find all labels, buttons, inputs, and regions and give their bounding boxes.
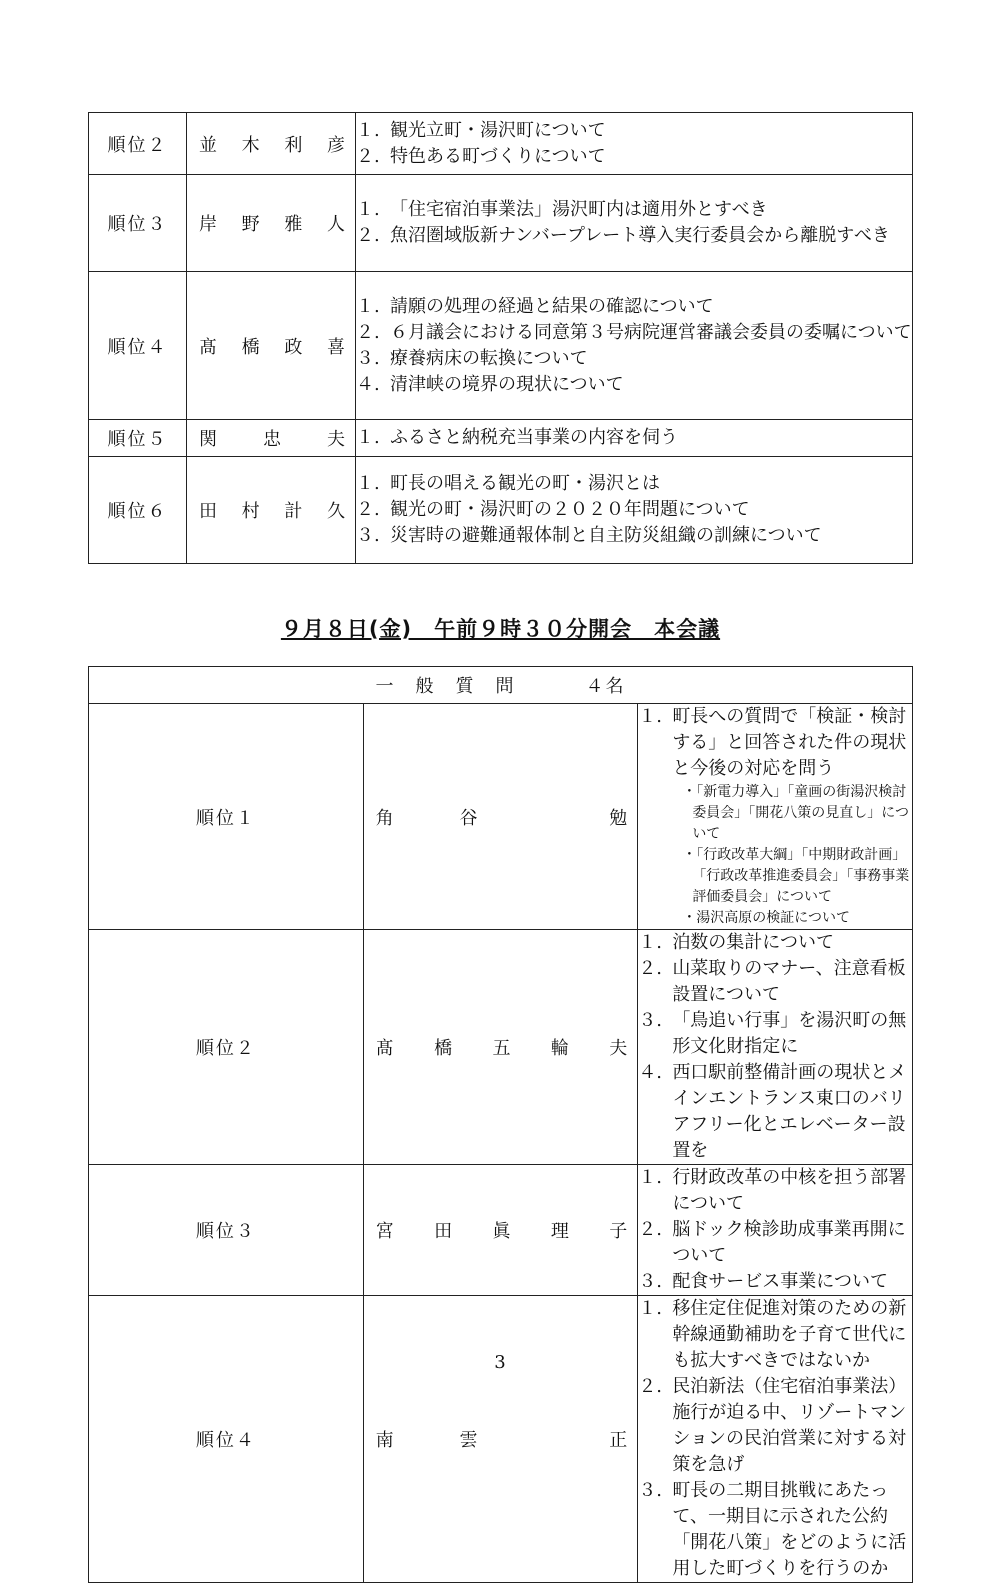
rank-cell: 順位４ (89, 272, 187, 420)
name-char: 髙 (375, 1038, 394, 1059)
topic-item: １. 泊数の集計について (638, 932, 834, 953)
session-heading: ９月８日(金) 午前９時３０分開会 本会議 (280, 617, 721, 641)
name-cell (363, 1296, 638, 1583)
name-char: 子 (609, 1221, 628, 1242)
name-char: 木 (241, 134, 260, 156)
topics-cell (638, 930, 913, 1165)
name-char: 髙 (199, 336, 217, 358)
sub-item: ・「新電力導入」「童画の街湯沢検討委員会」「開花八策の見直し」について (682, 784, 910, 842)
table-row (89, 175, 913, 272)
table-row (89, 930, 913, 1165)
name-char: 人 (326, 214, 345, 235)
rank-cell: 順位６ (89, 457, 187, 564)
name-char: 田 (199, 501, 217, 522)
name-char: 政 (284, 336, 303, 358)
topics-cell (356, 113, 913, 175)
topic-item: ２. 特色ある町づくりについて (356, 145, 606, 167)
topic-item: ３. 町長の二期目挑戦にあたって、一期目に示された公約「開花八策」をどのように活用した町づくりを行うのか (638, 1480, 907, 1579)
topic-item: １. 「住宅宿泊事業法」湯沢町内は適用外とすべき (356, 199, 768, 220)
topic-item: １. 観光立町・湯沢町について (356, 119, 606, 141)
topics-cell (638, 1296, 913, 1583)
topic-item: １. 請願の処理の経過と結果の確認について (356, 295, 714, 317)
name-char: 村 (241, 501, 260, 522)
name-char: 輪 (550, 1038, 569, 1059)
topic-item: ４. 清津峡の境界の現状について (356, 373, 624, 395)
name-char: 勉 (609, 807, 628, 829)
topics-cell (356, 420, 913, 457)
name-char: 彦 (326, 134, 345, 156)
name-char: 忠 (263, 429, 281, 450)
topic-item: １. 町長への質問で「検証・検討する」と回答された件の現状と今後の対応を問う (638, 706, 907, 779)
table-row (89, 457, 913, 564)
name-char: 正 (609, 1430, 628, 1451)
name-char: 橋 (434, 1038, 453, 1059)
header-title: 一般質問 (375, 676, 536, 697)
name-cell (187, 113, 356, 175)
name-char: 田 (434, 1221, 453, 1242)
name-char: 計 (284, 501, 303, 522)
name-cell (187, 272, 356, 420)
name-char: 宮 (375, 1221, 394, 1242)
general-question-header (89, 667, 913, 704)
name-char: 喜 (326, 336, 345, 358)
name-char: 谷 (459, 807, 478, 829)
name-char: 雲 (459, 1430, 478, 1451)
topic-item: ２. 脳ドック検診助成事業再開について (638, 1219, 906, 1266)
topics-cell (356, 175, 913, 272)
topic-item: ３. 療養病床の転換について (356, 347, 588, 369)
name-char: 角 (375, 807, 394, 829)
topic-item: １. 行財政改革の中核を担う部署について (638, 1167, 907, 1214)
topic-item: １. 町長の唱える観光の町・湯沢とは (356, 473, 660, 494)
topics-cell (638, 704, 913, 930)
name-char: 理 (550, 1221, 569, 1242)
name-cell (187, 175, 356, 272)
topic-item: ４. 西口駅前整備計画の現状とメインエントランス東口のバリアフリー化とエレベーター設置を (638, 1062, 907, 1161)
name-char: 眞 (492, 1221, 511, 1242)
name-char: 並 (199, 134, 217, 156)
rank-cell: 順位４ (89, 1296, 364, 1583)
name-cell (363, 1165, 638, 1296)
name-char: 夫 (609, 1038, 628, 1059)
name-char: 雅 (284, 214, 303, 235)
name-cell (363, 704, 638, 930)
rank-cell: 順位１ (89, 704, 364, 930)
table-header-row (89, 667, 913, 704)
page-number: 3 (494, 1352, 506, 1373)
rank-cell: 順位５ (89, 420, 187, 457)
name-cell (187, 420, 356, 457)
table-row (89, 1165, 913, 1296)
topic-item: ３. 災害時の避難通報体制と自主防災組織の訓練について (356, 525, 822, 546)
name-cell (187, 457, 356, 564)
sub-item: ・「行政改革大綱」「中期財政計画」「行政改革推進委員会」「事務事業評価委員会」について (682, 847, 910, 905)
name-char: 利 (284, 134, 303, 156)
name-char: 橋 (241, 336, 260, 358)
table-row (89, 113, 913, 175)
name-char: 夫 (327, 429, 345, 450)
rank-cell: 順位２ (89, 113, 187, 175)
name-char: 五 (492, 1038, 511, 1059)
rank-cell: 順位２ (89, 930, 364, 1165)
schedule-table-2 (88, 666, 913, 1583)
topic-item: ２. 観光の町・湯沢町の２０２０年問題について (356, 499, 750, 520)
name-char: 久 (326, 501, 345, 522)
topics-cell (356, 457, 913, 564)
table-row (89, 704, 913, 930)
header-count: ４名 (585, 676, 626, 697)
topic-item: ２. 民泊新法（住宅宿泊事業法）施行が迫る中、リゾートマンションの民泊営業に対する対策を急げ (638, 1376, 907, 1475)
topic-item: １. ふるさと納税充当事業の内容を伺う (356, 427, 678, 448)
name-char: 岸 (199, 214, 217, 235)
topics-cell (356, 272, 913, 420)
topics-cell (638, 1165, 913, 1296)
name-char: 南 (375, 1430, 394, 1451)
name-cell (363, 930, 638, 1165)
sub-item: ・湯沢高原の検証について (682, 910, 851, 926)
topic-item: １. 移住定住促進対策のための新幹線通勤補助を子育て世代にも拡大すべきではないか (638, 1298, 907, 1371)
topic-item: ３. 「鳥追い行事」を湯沢町の無形文化財指定に (638, 1010, 907, 1057)
topic-item: ２. ６月議会における同意第３号病院運営審議会委員の委嘱について (356, 321, 912, 343)
table-row (89, 272, 913, 420)
name-char: 野 (241, 214, 260, 235)
table-row (89, 1296, 913, 1583)
table-row (89, 420, 913, 457)
topic-item: ３. 配食サービス事業について (638, 1271, 888, 1292)
schedule-table-1 (88, 112, 913, 564)
name-char: 関 (199, 429, 217, 450)
topic-item: ２. 山菜取りのマナー、注意看板設置について (638, 958, 906, 1005)
rank-cell: 順位３ (89, 1165, 364, 1296)
rank-cell: 順位３ (89, 175, 187, 272)
topic-item: ２. 魚沼圏域版新ナンバープレート導入実行委員会から離脱すべき (356, 225, 890, 246)
